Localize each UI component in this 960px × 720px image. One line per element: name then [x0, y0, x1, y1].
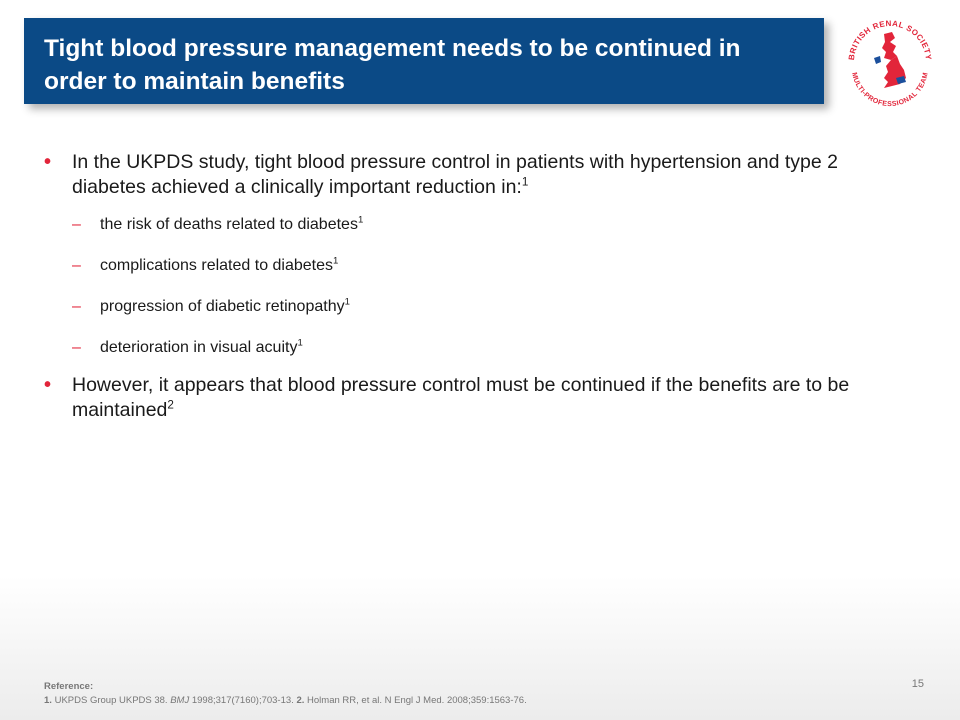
sub-ref: 1	[344, 296, 350, 308]
sub-marker: –	[72, 216, 81, 233]
reference-list	[44, 694, 924, 708]
logo-icon	[840, 12, 940, 112]
ref1-text: UKPDS Group UKPDS 38.	[54, 695, 168, 706]
bullet-text: However, it appears that blood pressure control must be continued if the benefits are to be maintained	[72, 374, 850, 421]
sub-marker: –	[72, 339, 81, 356]
sub-list	[44, 214, 914, 359]
sub-ref: 1	[333, 255, 339, 267]
bullet-ref: 1	[521, 175, 529, 189]
sub-ref: 1	[297, 337, 303, 349]
sub-ref: 1	[357, 214, 364, 226]
logo-text-bottom: MULTI-PROFESSIONAL TEAM	[850, 71, 930, 109]
bullet-ukpds	[44, 150, 914, 200]
references	[44, 680, 924, 708]
sub-text: progression of diabetic retinopathy	[100, 298, 345, 315]
bullet-marker: •	[44, 374, 52, 396]
sub-item-deaths	[44, 214, 914, 236]
ref2-number: 2.	[296, 695, 305, 706]
slide-title: Tight blood pressure management needs to be continued in order to maintain benefits	[44, 35, 741, 95]
ref2-text: Holman RR, et al. N Engl J Med. 2008;359:1563-76.	[307, 695, 527, 706]
bullet-text: In the UKPDS study, tight blood pressure control in patients with hypertension and type 2 diabetes achieved a clinically important reduction in:	[72, 151, 838, 198]
bullet-continued-control	[44, 373, 914, 423]
ref1-number: 1.	[44, 695, 52, 706]
sub-item-visual-acuity	[44, 337, 914, 359]
bullet-marker: •	[44, 151, 52, 173]
sub-text: deterioration in visual acuity	[100, 339, 298, 356]
reference-heading: Reference:	[44, 681, 94, 692]
sub-text: the risk of deaths related to diabetes	[100, 216, 358, 233]
british-renal-society-logo	[840, 12, 940, 112]
sub-item-retinopathy	[44, 296, 914, 318]
ref1-citation: 1998;317(7160);703-13.	[191, 695, 294, 706]
title-bar	[24, 18, 824, 104]
sub-item-complications	[44, 255, 914, 277]
sub-marker: –	[72, 298, 81, 315]
page-number: 15	[911, 678, 924, 690]
uk-map-icon	[874, 32, 906, 88]
bullet-ref: 2	[167, 398, 174, 412]
slide-body	[44, 150, 914, 423]
sub-marker: –	[72, 257, 81, 274]
sub-text: complications related to diabetes	[100, 257, 334, 274]
logo-text-top: BRITISH RENAL SOCIETY	[846, 18, 934, 61]
ref1-journal: BMJ	[170, 695, 190, 706]
